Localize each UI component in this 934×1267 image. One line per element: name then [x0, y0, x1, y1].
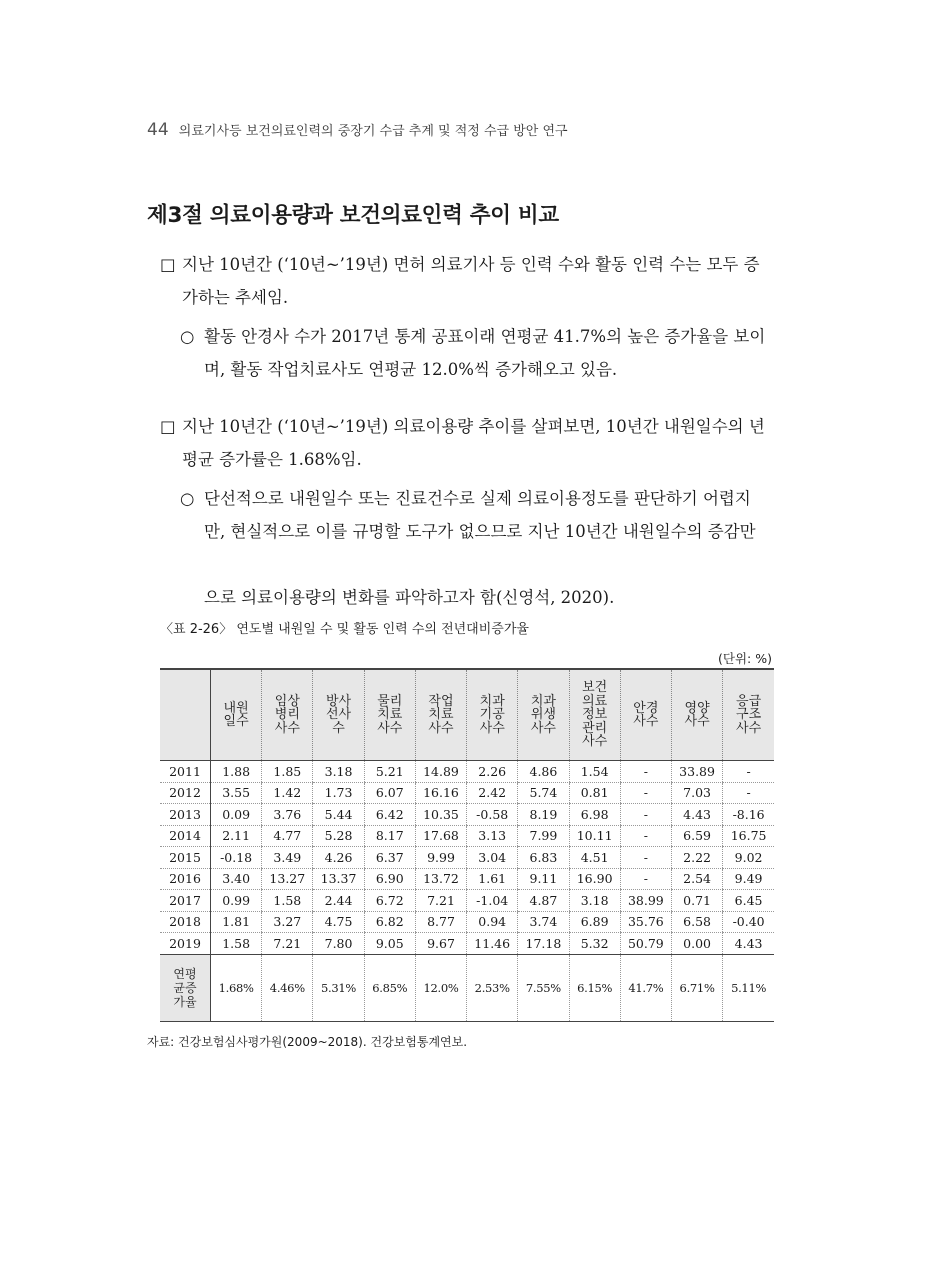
paragraph-line: 며, 활동 작업치료사도 연평균 12.0%씩 증가해오고 있음.	[204, 360, 618, 379]
column-header: 작업치료사수	[415, 669, 466, 761]
value-cell: -	[620, 868, 671, 890]
value-cell: 5.74	[518, 782, 569, 804]
data-table	[160, 668, 774, 1022]
value-cell: 9.99	[415, 847, 466, 869]
value-cell: 8.17	[364, 825, 415, 847]
average-cell: 1.68%	[211, 954, 262, 1021]
value-cell: 3.55	[211, 782, 262, 804]
value-cell: -	[620, 782, 671, 804]
table-caption: 〈표 2-26〉 연도별 내원일 수 및 활동 인력 수의 전년대비증가율	[160, 622, 529, 637]
value-cell: 3.18	[569, 890, 620, 912]
value-cell: 3.74	[518, 911, 569, 933]
value-cell: 10.35	[415, 804, 466, 826]
value-cell: 3.49	[262, 847, 313, 869]
value-cell: 1.58	[262, 890, 313, 912]
value-cell: -	[620, 847, 671, 869]
year-cell: 2017	[160, 890, 211, 912]
value-cell: 7.21	[262, 933, 313, 955]
value-cell: 2.42	[467, 782, 518, 804]
value-cell: 13.72	[415, 868, 466, 890]
average-cell: 4.46%	[262, 954, 313, 1021]
value-cell: 0.99	[211, 890, 262, 912]
value-cell: 6.83	[518, 847, 569, 869]
value-cell: 1.54	[569, 761, 620, 783]
table-row	[160, 804, 774, 826]
year-header	[160, 669, 211, 761]
value-cell: 1.73	[313, 782, 364, 804]
year-cell: 2014	[160, 825, 211, 847]
value-cell: 9.67	[415, 933, 466, 955]
paragraph-line: 지난 10년간 (‘10년~’19년) 면허 의료기사 등 인력 수와 활동 인력 수는 모두 증	[182, 255, 760, 274]
value-cell: 6.98	[569, 804, 620, 826]
value-cell: 1.42	[262, 782, 313, 804]
value-cell: 4.51	[569, 847, 620, 869]
average-cell: 2.53%	[467, 954, 518, 1021]
value-cell: -	[723, 761, 774, 783]
value-cell: 3.04	[467, 847, 518, 869]
table-row	[160, 868, 774, 890]
value-cell: -1.04	[467, 890, 518, 912]
value-cell: 3.13	[467, 825, 518, 847]
circle-bullet: ○	[180, 327, 195, 346]
value-cell: 6.07	[364, 782, 415, 804]
table-row	[160, 825, 774, 847]
paragraph-line: 지난 10년간 (‘10년~’19년) 의료이용량 추이를 살펴보면, 10년간 내원일수의 년	[182, 417, 765, 436]
table-row	[160, 782, 774, 804]
value-cell: 3.40	[211, 868, 262, 890]
value-cell: 1.85	[262, 761, 313, 783]
value-cell: 9.11	[518, 868, 569, 890]
column-header: 임상병리사수	[262, 669, 313, 761]
value-cell: 5.28	[313, 825, 364, 847]
year-cell: 2011	[160, 761, 211, 783]
circle-bullet: ○	[180, 489, 195, 508]
value-cell: 6.90	[364, 868, 415, 890]
column-header: 치과기공사수	[467, 669, 518, 761]
value-cell: -8.16	[723, 804, 774, 826]
table-row	[160, 761, 774, 783]
value-cell: 6.59	[671, 825, 722, 847]
value-cell: 35.76	[620, 911, 671, 933]
table-row	[160, 890, 774, 912]
value-cell: 4.43	[723, 933, 774, 955]
value-cell: 7.80	[313, 933, 364, 955]
year-cell: 2019	[160, 933, 211, 955]
value-cell: 10.11	[569, 825, 620, 847]
value-cell: -0.40	[723, 911, 774, 933]
value-cell: 3.18	[313, 761, 364, 783]
value-cell: 16.75	[723, 825, 774, 847]
value-cell: 8.19	[518, 804, 569, 826]
year-cell: 2015	[160, 847, 211, 869]
table-unit: (단위: %)	[718, 651, 772, 666]
paragraph-line: 단선적으로 내원일수 또는 진료건수로 실제 의료이용정도를 판단하기 어렵지	[204, 489, 751, 508]
value-cell: 1.88	[211, 761, 262, 783]
value-cell: 0.09	[211, 804, 262, 826]
value-cell: 17.68	[415, 825, 466, 847]
column-header: 방사선사수	[313, 669, 364, 761]
average-cell: 5.11%	[723, 954, 774, 1021]
value-cell: 6.37	[364, 847, 415, 869]
average-cell: 12.0%	[415, 954, 466, 1021]
value-cell: 2.44	[313, 890, 364, 912]
average-cell: 6.85%	[364, 954, 415, 1021]
value-cell: 33.89	[671, 761, 722, 783]
value-cell: 11.46	[467, 933, 518, 955]
value-cell: 0.94	[467, 911, 518, 933]
value-cell: 6.82	[364, 911, 415, 933]
year-cell: 2012	[160, 782, 211, 804]
table-row	[160, 911, 774, 933]
value-cell: 7.99	[518, 825, 569, 847]
value-cell: 9.49	[723, 868, 774, 890]
value-cell: 14.89	[415, 761, 466, 783]
value-cell: 4.26	[313, 847, 364, 869]
value-cell: 13.27	[262, 868, 313, 890]
running-title: 의료기사등 보건의료인력의 중장기 수급 추계 및 적정 수급 방안 연구	[178, 124, 568, 139]
value-cell: 0.71	[671, 890, 722, 912]
value-cell: 17.18	[518, 933, 569, 955]
paragraph-line: 활동 안경사 수가 2017년 통계 공표이래 연평균 41.7%의 높은 증가율을 보이	[204, 327, 766, 346]
value-cell: 38.99	[620, 890, 671, 912]
average-label: 연평균증가율	[160, 954, 211, 1021]
year-cell: 2016	[160, 868, 211, 890]
value-cell: 3.27	[262, 911, 313, 933]
column-header: 물리치료사수	[364, 669, 415, 761]
value-cell: 4.86	[518, 761, 569, 783]
value-cell: 0.00	[671, 933, 722, 955]
value-cell: 1.61	[467, 868, 518, 890]
value-cell: -	[620, 804, 671, 826]
year-cell: 2018	[160, 911, 211, 933]
value-cell: 16.90	[569, 868, 620, 890]
average-cell: 6.15%	[569, 954, 620, 1021]
value-cell: 2.26	[467, 761, 518, 783]
value-cell: 4.75	[313, 911, 364, 933]
value-cell: 13.37	[313, 868, 364, 890]
year-cell: 2013	[160, 804, 211, 826]
value-cell: 1.58	[211, 933, 262, 955]
value-cell: 6.42	[364, 804, 415, 826]
value-cell: 5.44	[313, 804, 364, 826]
paragraph-3	[160, 410, 772, 476]
paragraph-line: 만, 현실적으로 이를 규명할 도구가 없으므로 지난 10년간 내원일수의 증감만	[204, 522, 756, 541]
value-cell: -0.58	[467, 804, 518, 826]
square-bullet: □	[160, 417, 176, 436]
value-cell: 4.87	[518, 890, 569, 912]
column-header: 내원일수	[211, 669, 262, 761]
section-title: 제3절 의료이용량과 보건의료인력 추이 비교	[147, 203, 559, 228]
average-cell: 6.71%	[671, 954, 722, 1021]
table-row	[160, 847, 774, 869]
average-cell: 7.55%	[518, 954, 569, 1021]
value-cell: -	[620, 825, 671, 847]
paragraph-line: 평균 증가률은 1.68%임.	[182, 450, 362, 469]
paragraph-4	[180, 482, 772, 614]
value-cell: 9.05	[364, 933, 415, 955]
column-header: 치과위생사수	[518, 669, 569, 761]
value-cell: 0.81	[569, 782, 620, 804]
value-cell: 8.77	[415, 911, 466, 933]
value-cell: -	[620, 761, 671, 783]
value-cell: 6.58	[671, 911, 722, 933]
value-cell: 50.79	[620, 933, 671, 955]
value-cell: 5.21	[364, 761, 415, 783]
average-row	[160, 954, 774, 1021]
value-cell: 2.54	[671, 868, 722, 890]
value-cell: 3.76	[262, 804, 313, 826]
table-row	[160, 933, 774, 955]
running-header	[147, 120, 568, 140]
value-cell: 6.45	[723, 890, 774, 912]
square-bullet: □	[160, 255, 176, 274]
average-cell: 5.31%	[313, 954, 364, 1021]
column-header: 응급구조사수	[723, 669, 774, 761]
value-cell: -	[723, 782, 774, 804]
paragraph-line: 으로 의료이용량의 변화를 파악하고자 함(신영석, 2020).	[204, 588, 615, 607]
table-body	[160, 761, 774, 1022]
table-header-row	[160, 669, 774, 761]
average-cell: 41.7%	[620, 954, 671, 1021]
value-cell: 7.03	[671, 782, 722, 804]
value-cell: 4.77	[262, 825, 313, 847]
table-source: 자료: 건강보험심사평가원(2009~2018). 건강보험통계연보.	[147, 1035, 468, 1049]
column-header: 보건의료정보관리사수	[569, 669, 620, 761]
paragraph-2	[180, 320, 772, 386]
value-cell: -0.18	[211, 847, 262, 869]
page-number: 44	[147, 120, 169, 140]
paragraph-1	[160, 248, 772, 314]
value-cell: 2.11	[211, 825, 262, 847]
value-cell: 4.43	[671, 804, 722, 826]
column-header: 안경사수	[620, 669, 671, 761]
value-cell: 9.02	[723, 847, 774, 869]
value-cell: 6.89	[569, 911, 620, 933]
column-header: 영양사수	[671, 669, 722, 761]
value-cell: 6.72	[364, 890, 415, 912]
value-cell: 16.16	[415, 782, 466, 804]
value-cell: 1.81	[211, 911, 262, 933]
value-cell: 2.22	[671, 847, 722, 869]
paragraph-line: 가하는 추세임.	[182, 288, 289, 307]
value-cell: 7.21	[415, 890, 466, 912]
value-cell: 5.32	[569, 933, 620, 955]
